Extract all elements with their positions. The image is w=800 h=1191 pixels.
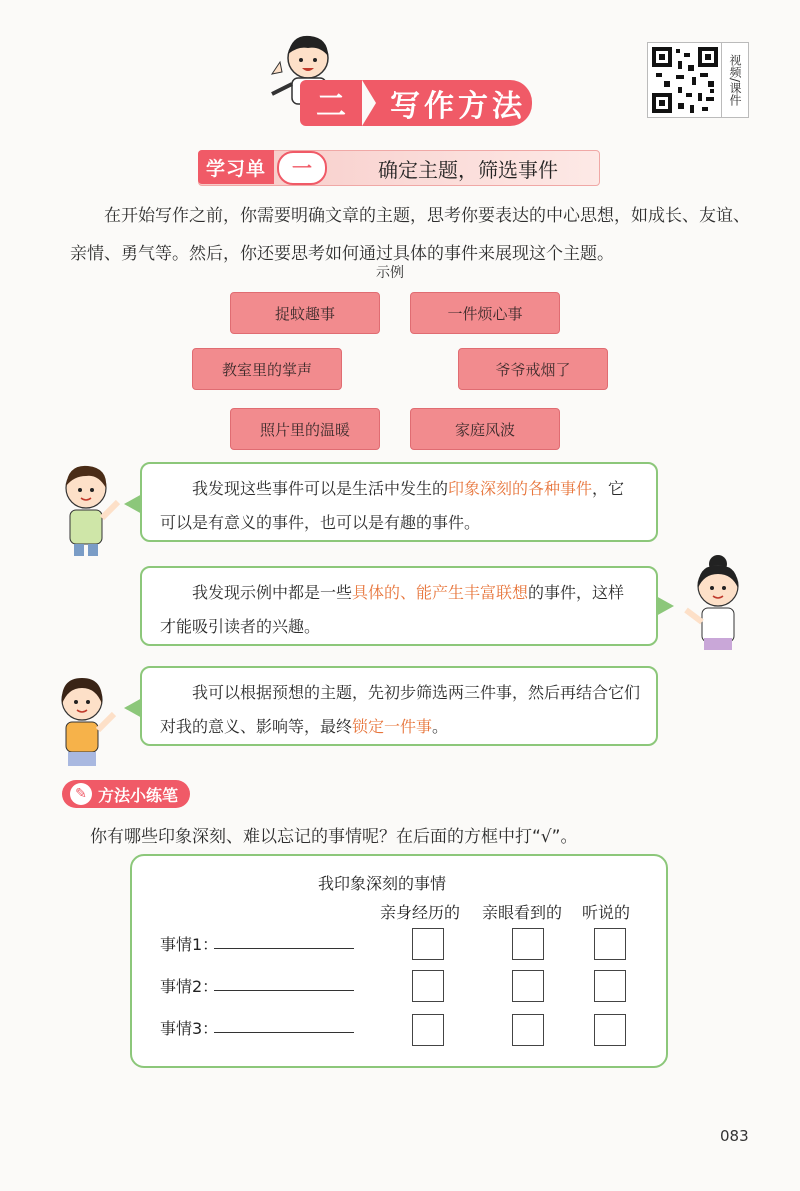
- study-sheet-number: 一: [277, 151, 327, 185]
- qr-code-icon[interactable]: [647, 42, 723, 118]
- practice-tag: [62, 780, 190, 808]
- speech-bubble-2: [140, 566, 658, 646]
- column-header: 亲身经历的: [380, 903, 461, 922]
- example-chip: 捉蚊趣事: [230, 292, 380, 334]
- intro-paragraph: 在开始写作之前，你需要明确文章的主题，思考你要表达的中心思想，如成长、友谊、亲情、勇气等。然后，你还要思考如何通过具体的事件来展现这个主题。: [70, 206, 750, 264]
- checkbox-witnessed-personally[interactable]: [412, 970, 444, 1002]
- child-character-illustration: [50, 670, 128, 770]
- bubble-1-text-a: 我发现这些事件可以是生活中发生的: [192, 479, 449, 498]
- boy-character-illustration: [52, 458, 126, 558]
- checkbox-witnessed-personally[interactable]: [412, 1014, 444, 1046]
- row-label: 事情3：: [160, 1019, 219, 1038]
- section-banner: [300, 80, 532, 126]
- example-chip: 一件烦心事: [410, 292, 560, 334]
- row-label: 事情1：: [160, 935, 219, 954]
- speech-bubble-3: [140, 666, 658, 746]
- section-number: 二: [316, 89, 346, 124]
- answer-line[interactable]: [214, 948, 354, 949]
- bubble-3-text-b: 。: [432, 717, 449, 736]
- study-sheet-title: 确定主题，筛选事件: [378, 158, 558, 182]
- practice-tag-label: 方法小练笔: [98, 785, 179, 805]
- section-title: 写作方法: [390, 89, 526, 124]
- bubble-1-highlight: 印象深刻的各种事件: [448, 479, 593, 498]
- answer-line[interactable]: [214, 990, 354, 991]
- bubble-tail: [656, 596, 674, 616]
- example-chip: 家庭风波: [410, 408, 560, 450]
- checkbox-heard[interactable]: [594, 1014, 626, 1046]
- practice-question: 你有哪些印象深刻、难以忘记的事情呢？在后面的方框中打“√”。: [90, 827, 578, 847]
- bubble-2-highlight: 具体的、能产生丰富联想: [352, 583, 529, 602]
- bubble-2-text-b: 的事件，这样才能吸引读者的兴趣。: [160, 583, 625, 636]
- checkbox-witnessed-personally[interactable]: [412, 928, 444, 960]
- practice-table-title: 我印象深刻的事情: [318, 874, 447, 893]
- answer-line[interactable]: [214, 1032, 354, 1033]
- chevron-right-icon: [362, 80, 376, 126]
- example-label: 示例: [376, 265, 404, 281]
- example-chip: 爷爷戒烟了: [458, 348, 608, 390]
- bubble-1-text-b: ，它可以是有意义的事件，也可以是有趣的事件。: [160, 479, 625, 532]
- example-chip: 照片里的温暖: [230, 408, 380, 450]
- checkbox-seen[interactable]: [512, 970, 544, 1002]
- speech-bubble-1: [140, 462, 658, 542]
- checkbox-seen[interactable]: [512, 1014, 544, 1046]
- checkbox-seen[interactable]: [512, 928, 544, 960]
- pen-icon: ✎: [70, 783, 92, 805]
- girl-character-illustration: [676, 552, 756, 654]
- row-label: 事情2：: [160, 977, 219, 996]
- bubble-3-highlight: 锁定一件事: [352, 717, 433, 736]
- page-number: 083: [720, 1127, 749, 1145]
- bubble-2-text-a: 我发现示例中都是一些: [192, 583, 353, 602]
- column-header: 亲眼看到的: [482, 903, 563, 922]
- study-sheet-label: 学习单: [206, 158, 267, 180]
- qr-side-label: 视频/课件: [721, 42, 749, 118]
- checkbox-heard[interactable]: [594, 928, 626, 960]
- checkbox-heard[interactable]: [594, 970, 626, 1002]
- example-chip: 教室里的掌声: [192, 348, 342, 390]
- bubble-3-text-a: 我可以根据预想的主题，先初步筛选两三件事，然后再结合它们对我的意义、影响等，最终: [160, 683, 641, 736]
- column-header: 听说的: [582, 903, 631, 922]
